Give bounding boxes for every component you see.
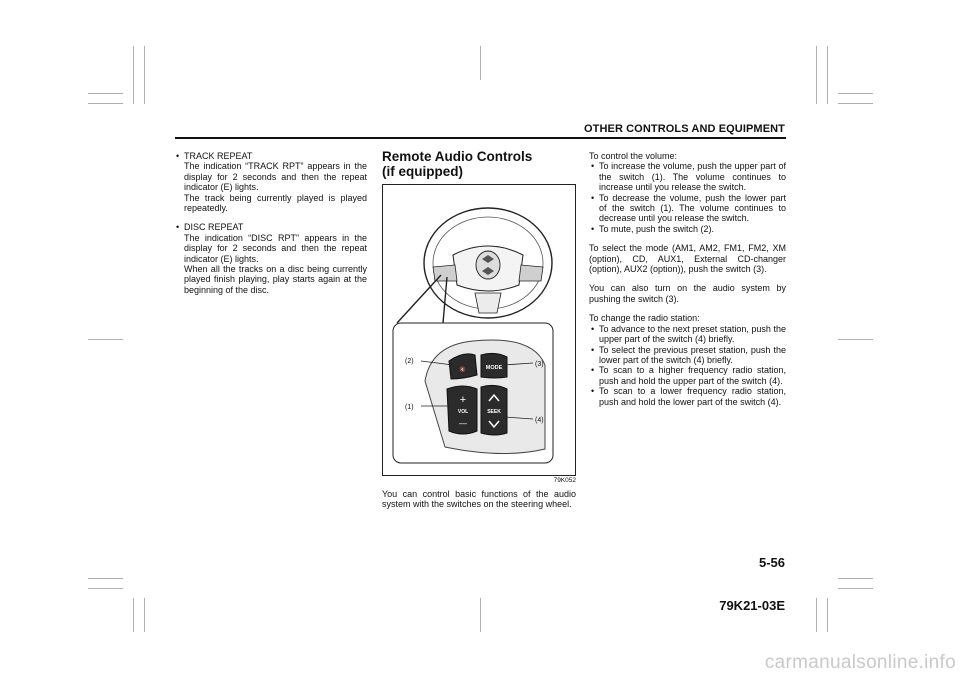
watermark: carmanualsonline.info xyxy=(764,652,956,673)
power-paragraph: You can also turn on the audio system by pushing the switch (3). xyxy=(589,283,786,304)
crop-mark xyxy=(816,598,817,632)
header-rule xyxy=(175,137,786,139)
right-spoke-switch xyxy=(519,265,543,281)
crop-mark xyxy=(480,598,481,632)
list-item: • To decrease the volume, push the lower part of the switch (1). The volume continues to decrease until you release the switch. xyxy=(589,193,786,224)
list-item: • To mute, push the switch (2). xyxy=(589,224,786,234)
crop-mark xyxy=(133,46,134,104)
volume-list xyxy=(589,161,786,234)
station-list xyxy=(589,324,786,407)
volume-label: VOL xyxy=(457,409,469,415)
section-title xyxy=(382,149,576,179)
zoom-line xyxy=(443,277,447,323)
column-middle xyxy=(382,149,576,510)
repeat-mode-list xyxy=(174,151,367,295)
station-intro: To change the radio station: xyxy=(589,313,700,324)
seek-label: SEEK xyxy=(487,409,501,415)
list-item-text: When all the tracks on a disc being currently played finish playing, play starts again at the beginning of the disc. xyxy=(184,264,367,295)
list-item: • To scan to a lower frequency radio station, push and hold the lower part of the switch (4). xyxy=(589,386,786,407)
crop-mark xyxy=(838,93,873,94)
figure-code: 79K052 xyxy=(553,477,576,484)
left-spoke-switch xyxy=(433,265,457,281)
crop-mark xyxy=(827,46,828,104)
list-item-text: The indication “DISC RPT” appears in the display for 2 seconds and then the repeat indicator (E) lights. xyxy=(184,232,367,264)
list-item-text: The indication “TRACK RPT” appears in the display for 2 seconds and then the repeat indicator (E) lights. xyxy=(184,161,367,193)
zoom-line xyxy=(397,275,441,323)
crop-mark xyxy=(816,46,817,104)
callout-3: (3) xyxy=(535,361,544,368)
crop-mark xyxy=(480,46,481,80)
callout-4: (4) xyxy=(535,417,544,424)
section-header-title: OTHER CONTROLS AND EQUIPMENT xyxy=(583,123,785,135)
list-item xyxy=(174,222,367,295)
steering-wheel-illustration xyxy=(383,185,575,475)
callout-1: (1) xyxy=(405,404,414,411)
crop-mark xyxy=(88,578,123,579)
list-item: • To scan to a higher frequency radio station, push and hold the upper part of the switch (4). xyxy=(589,365,786,386)
crop-mark xyxy=(827,598,828,632)
crop-mark xyxy=(88,339,123,340)
crop-mark xyxy=(838,103,873,104)
intro-paragraph: You can control basic functions of the audio system with the switches on the steering wheel. xyxy=(382,489,576,510)
steering-wheel-figure xyxy=(382,184,576,476)
list-item: • To advance to the next preset station, push the upper part of the switch (4) briefly. xyxy=(589,324,786,345)
list-item: • To select the previous preset station, push the lower part of the switch (4) briefly. xyxy=(589,345,786,366)
crop-mark xyxy=(838,588,873,589)
mode-button-label: MODE xyxy=(485,365,503,371)
crop-mark xyxy=(88,588,123,589)
list-item-title: • DISC REPEAT xyxy=(184,222,244,233)
column-left xyxy=(174,151,367,304)
list-item-text: The track being currently played is played repeatedly. xyxy=(184,192,367,214)
mute-icon: 🔇 xyxy=(459,367,467,373)
volume-down-icon: — xyxy=(459,419,467,428)
section-title-line: (if equipped) xyxy=(382,164,463,179)
section-title-line: Remote Audio Controls xyxy=(382,149,533,164)
crop-mark xyxy=(838,578,873,579)
list-item-title: • TRACK REPEAT xyxy=(184,151,253,161)
crop-mark xyxy=(838,339,873,340)
mode-paragraph: To select the mode (AM1, AM2, FM1, FM2, XM (option), CD, AUX1, External CD-changer (option), AUX2 (option)), push the switch (3). xyxy=(589,243,786,275)
column-right xyxy=(589,151,786,407)
volume-up-icon: + xyxy=(459,394,467,406)
list-item: • To increase the volume, push the upper part of the switch (1). The volume continues to increase until you release the switch. xyxy=(589,161,786,192)
crop-mark xyxy=(144,598,145,632)
crop-mark xyxy=(88,93,123,94)
lower-spoke xyxy=(475,293,501,313)
volume-intro: To control the volume: xyxy=(589,151,678,161)
crop-mark xyxy=(144,46,145,104)
page-number: 5-56 xyxy=(758,555,785,570)
crop-mark xyxy=(133,598,134,632)
callout-2: (2) xyxy=(405,358,414,365)
crop-mark xyxy=(88,103,123,104)
list-item xyxy=(174,151,367,213)
document-code: 79K21-03E xyxy=(719,598,785,613)
